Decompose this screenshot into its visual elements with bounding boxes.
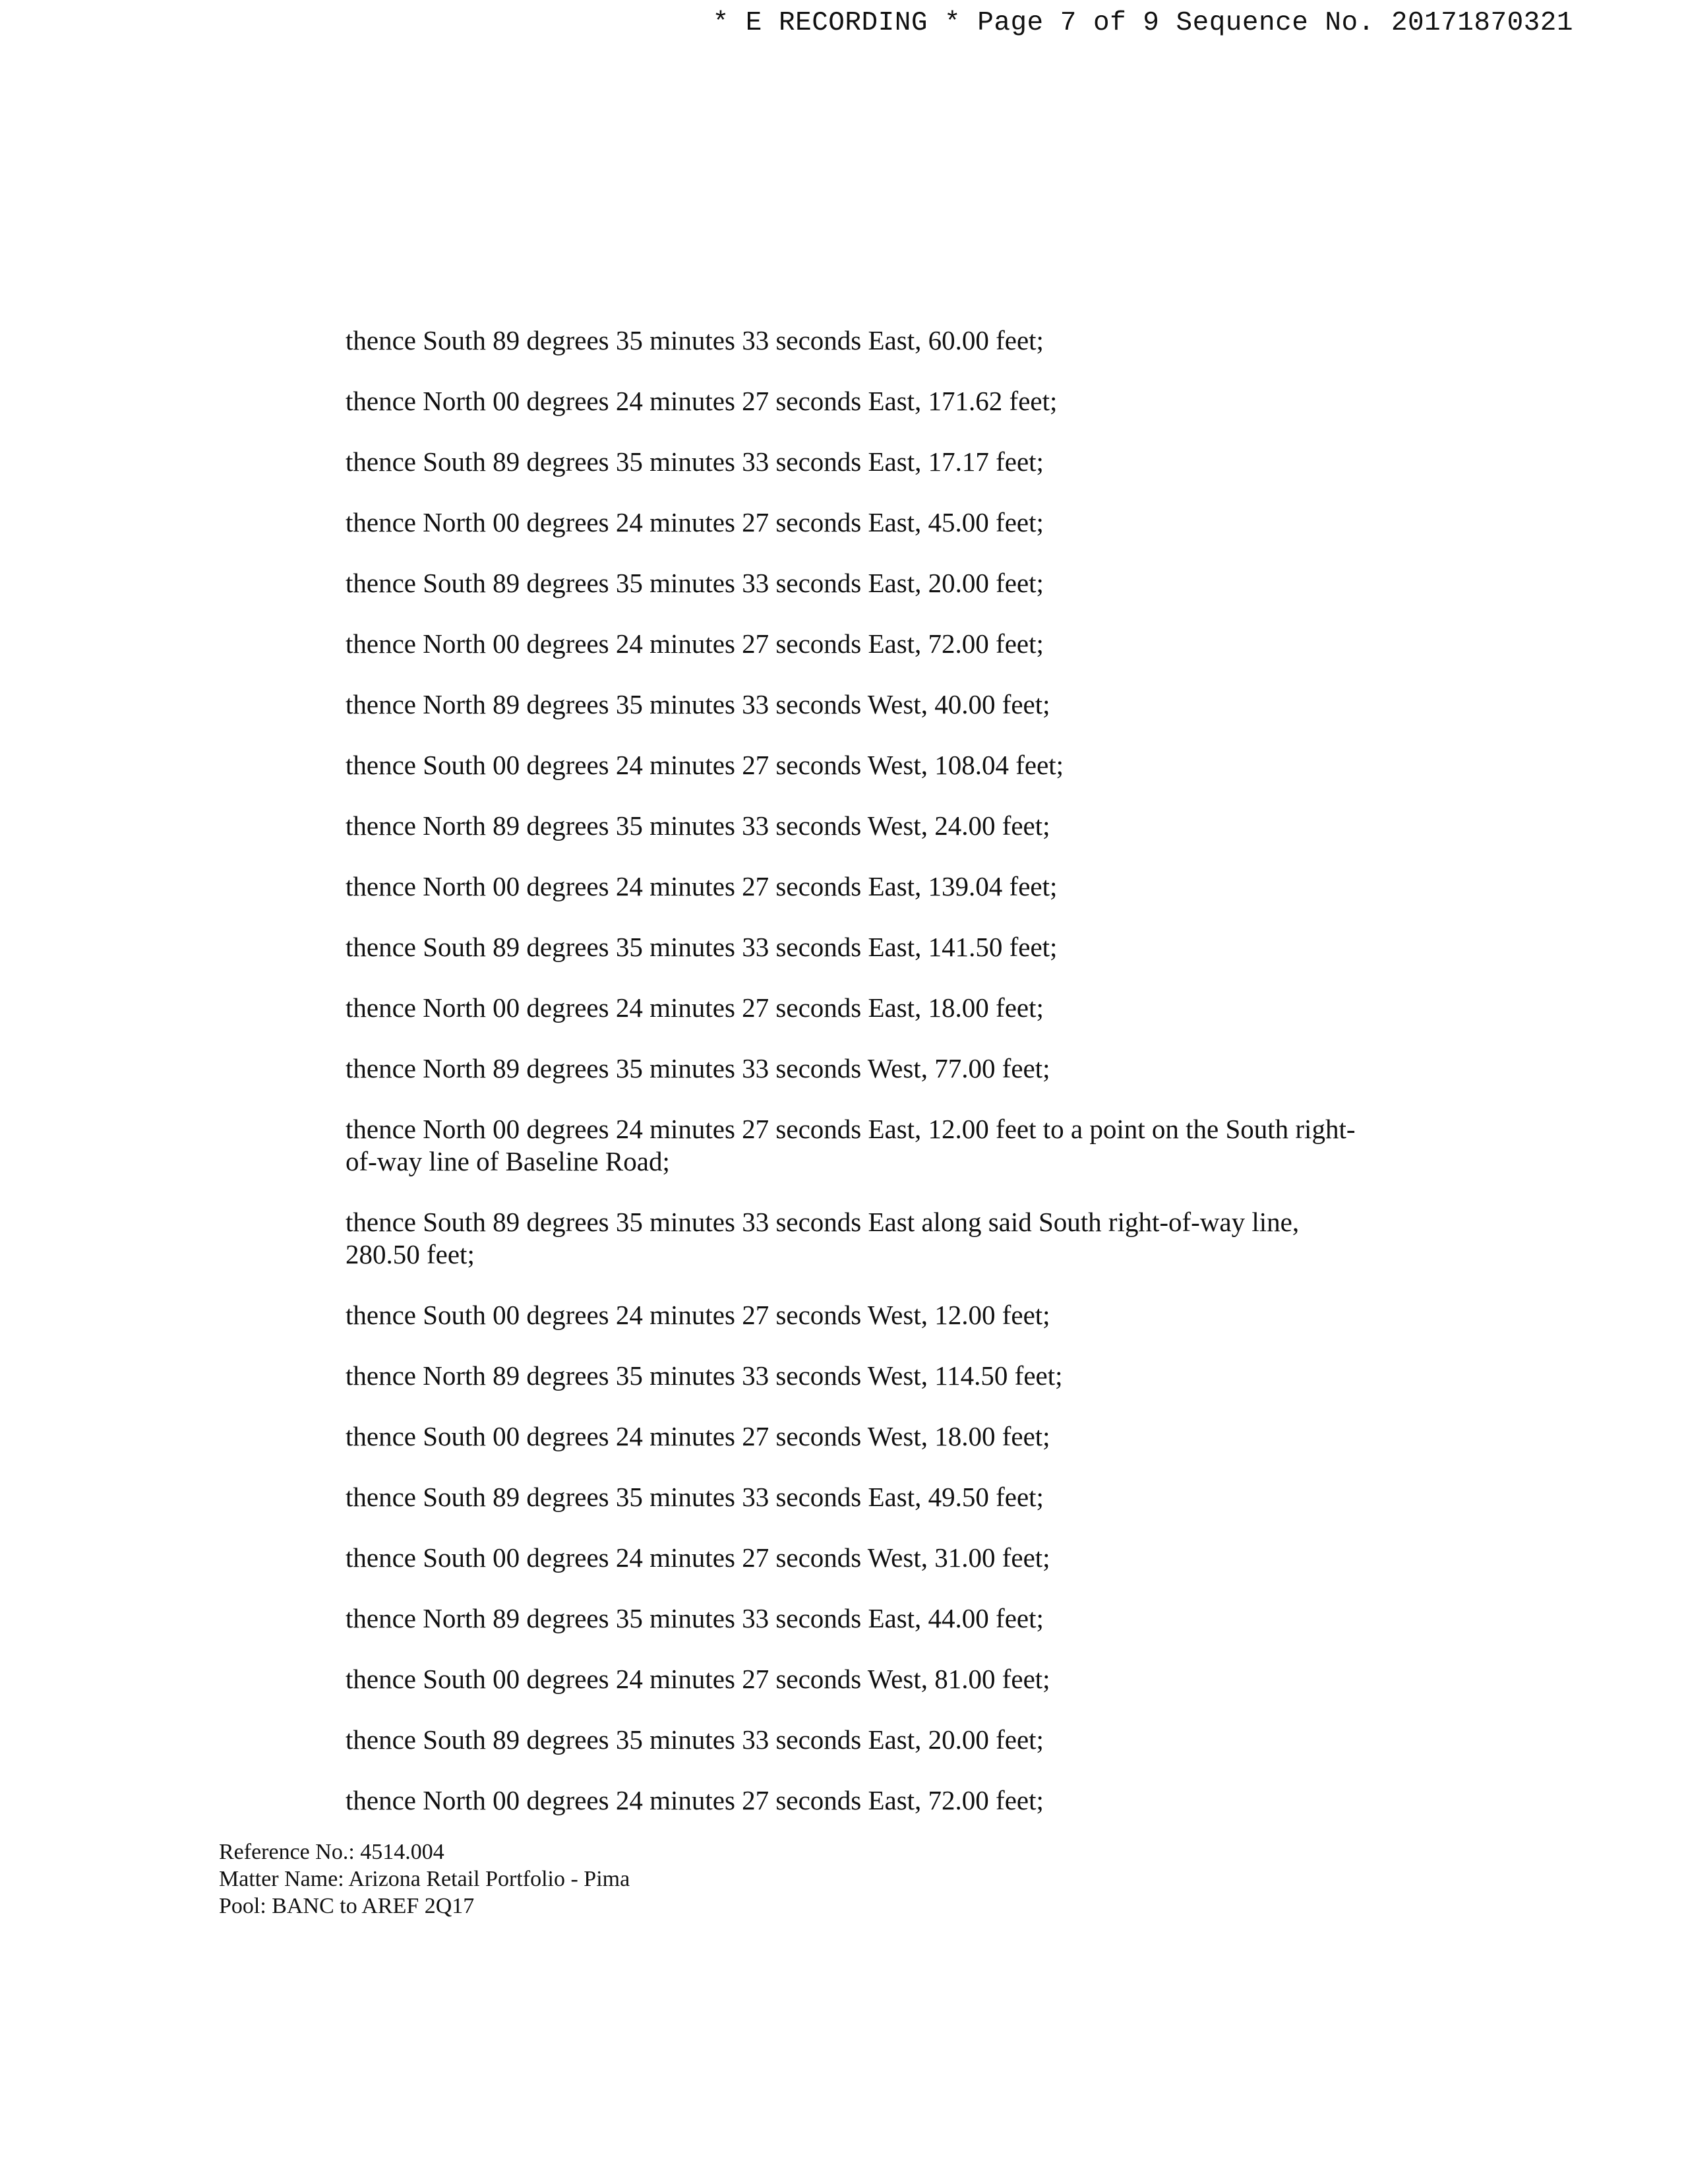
call-line: thence South 00 degrees 24 minutes 27 seconds West, 12.00 feet;: [346, 1300, 1050, 1330]
recording-header: * E RECORDING * Page 7 of 9 Sequence No. 20171870321: [712, 8, 1573, 38]
call-line: thence North 00 degrees 24 minutes 27 seconds East, 12.00 feet to a point on the South right-of-way line of Baseline Road;: [346, 1114, 1356, 1176]
call-line: thence South 89 degrees 35 minutes 33 seconds East along said South right-of-way line, 280.50 feet;: [346, 1207, 1300, 1269]
call-line: thence North 00 degrees 24 minutes 27 seconds East, 171.62 feet;: [346, 386, 1058, 416]
call-line: thence South 00 degrees 24 minutes 27 seconds West, 81.00 feet;: [346, 1664, 1050, 1694]
call-line: thence North 89 degrees 35 minutes 33 seconds East, 44.00 feet;: [346, 1603, 1044, 1633]
pool-name: Pool: BANC to AREF 2Q17: [219, 1894, 475, 1918]
legal-description-calls: [346, 324, 1374, 1845]
call-line: thence South 89 degrees 35 minutes 33 seconds East, 17.17 feet;: [346, 446, 1044, 477]
call-line: thence North 00 degrees 24 minutes 27 seconds East, 72.00 feet;: [346, 628, 1044, 659]
call-line: thence North 00 degrees 24 minutes 27 seconds East, 139.04 feet;: [346, 871, 1058, 901]
call-line: thence South 00 degrees 24 minutes 27 seconds West, 18.00 feet;: [346, 1421, 1050, 1451]
call-line: thence North 89 degrees 35 minutes 33 seconds West, 77.00 feet;: [346, 1053, 1050, 1083]
call-line: thence North 89 degrees 35 minutes 33 seconds West, 114.50 feet;: [346, 1360, 1063, 1391]
matter-name: Matter Name: Arizona Retail Portfolio - Pima: [219, 1867, 630, 1891]
call-line: thence North 89 degrees 35 minutes 33 seconds West, 40.00 feet;: [346, 689, 1050, 719]
document-footer: [219, 1838, 630, 1920]
call-line: thence North 00 degrees 24 minutes 27 seconds East, 72.00 feet;: [346, 1785, 1044, 1815]
call-line: thence South 89 degrees 35 minutes 33 seconds East, 20.00 feet;: [346, 568, 1044, 598]
reference-number: Reference No.: 4514.004: [219, 1840, 444, 1864]
call-line: thence North 00 degrees 24 minutes 27 seconds East, 18.00 feet;: [346, 992, 1044, 1023]
call-line: thence South 89 degrees 35 minutes 33 seconds East, 141.50 feet;: [346, 932, 1058, 962]
call-line: thence South 89 degrees 35 minutes 33 seconds East, 60.00 feet;: [346, 325, 1044, 355]
call-line: thence South 89 degrees 35 minutes 33 seconds East, 49.50 feet;: [346, 1482, 1044, 1512]
call-line: thence South 00 degrees 24 minutes 27 seconds West, 108.04 feet;: [346, 750, 1064, 780]
call-line: thence South 00 degrees 24 minutes 27 seconds West, 31.00 feet;: [346, 1542, 1050, 1573]
call-line: thence South 89 degrees 35 minutes 33 seconds East, 20.00 feet;: [346, 1724, 1044, 1755]
call-line: thence North 89 degrees 35 minutes 33 seconds West, 24.00 feet;: [346, 810, 1050, 841]
call-line: thence North 00 degrees 24 minutes 27 seconds East, 45.00 feet;: [346, 507, 1044, 537]
